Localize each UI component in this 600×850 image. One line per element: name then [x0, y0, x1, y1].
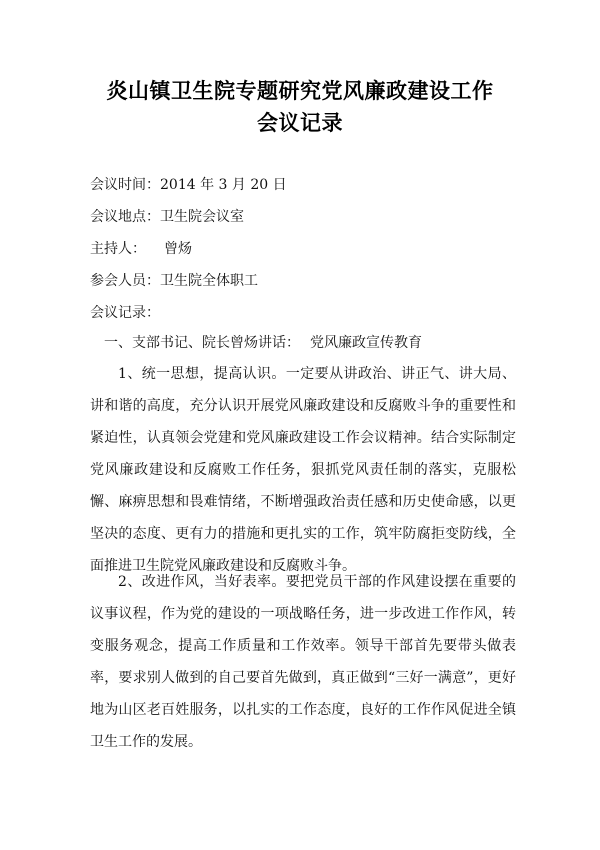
meeting-time-value: 2014 年 3 月 20 日: [160, 177, 287, 193]
paragraph-1: 1、统一思想，提高认识。一定要从讲政治、讲正气、讲大局、 讲和谐的高度，充分认识开展党风廉政建设和反腐败斗争的重要性和紧迫性，认真领会党建和党风廉政建设工作会议精神。结合实际制定党风廉政建设和反腐败工作任务，狠抓党风责任制的落实，克服松懈、麻痹思想和畏难情绪，不断增强政治责任感和历史使命感，以更坚决的态度、更有力的措施和更扎实的工作，筑牢防腐拒变防线，全面推进卫生院党风廉政建设和反腐败斗争。: [90, 366, 516, 574]
meeting-place-value: 卫生院会议室: [160, 209, 244, 225]
meeting-attendees-value: 卫生院全体职工: [160, 273, 258, 289]
meeting-time-row: [90, 175, 287, 195]
meeting-record-label: 会议记录：: [90, 305, 160, 321]
paragraph-2: 2、改进作风，当好表率。要把党员干部的作风建设摆在重要的 议事议程，作为党的建设的一项战略任务，进一步改进工作作风，转 变服务观念，提高工作质量和工作效率。领导干部首先要带头做表率，要求别人做到的自己要首先做到，真正做到“三好一满意”，更好地为山区老百姓服务，以扎实的工作态度，良好的工作作风促进全镇卫生工作的发展。: [90, 574, 516, 750]
document-title-line2: 会议记录: [257, 111, 343, 135]
meeting-host-label: 主持人：: [90, 241, 146, 257]
meeting-attendees-row: [90, 271, 258, 291]
meeting-host-value: 曾炀: [164, 241, 192, 257]
meeting-place-label: 会议地点：: [90, 209, 160, 225]
section-heading-text: 一、支部书记、院长曾炀讲话：: [104, 335, 300, 351]
meeting-host-row: [90, 239, 192, 259]
section-topic: 党风廉政宣传教育: [310, 335, 422, 351]
meeting-record-row: [90, 303, 160, 323]
section-heading: [104, 333, 422, 353]
document-title-line1: 炎山镇卫生院专题研究党风廉政建设工作: [106, 79, 494, 103]
meeting-place-row: [90, 207, 244, 227]
meeting-attendees-label: 参会人员：: [90, 273, 160, 289]
meeting-time-label: 会议时间：: [90, 177, 160, 193]
